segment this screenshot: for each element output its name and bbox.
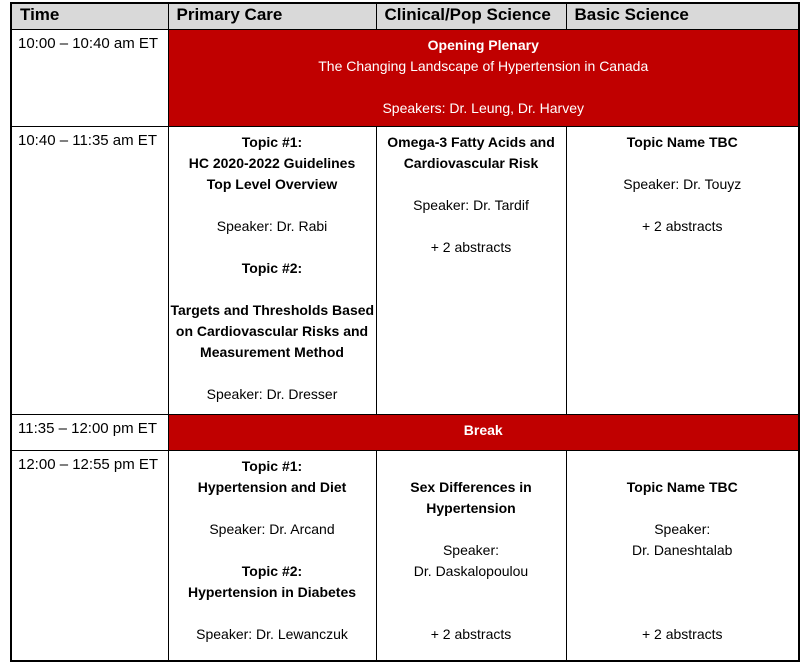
text-line: Dr. Daneshtalab	[632, 541, 733, 558]
text-line	[171, 195, 374, 216]
session-cell-clinical-pop-science	[376, 450, 566, 661]
text-line: Speaker:	[654, 520, 711, 537]
text-line: Sex Differences in	[410, 478, 532, 495]
text-line	[379, 174, 564, 195]
text-line	[569, 498, 797, 519]
text-line	[569, 561, 797, 582]
text-line: Speaker: Dr. Lewanczuk	[196, 625, 348, 642]
text-line: + 2 abstracts	[430, 238, 512, 255]
column-header-basic-science: Basic Science	[566, 3, 799, 29]
text-line	[171, 279, 374, 300]
text-line: Topic Name TBC	[626, 133, 738, 150]
session-cell-basic-science	[566, 450, 799, 661]
text-line: Opening Plenary	[427, 36, 539, 53]
column-header-time: Time	[11, 3, 168, 29]
text-line: Speaker:	[442, 541, 500, 558]
text-line: + 2 abstracts	[430, 625, 512, 642]
text-line: + 2 abstracts	[641, 625, 723, 642]
text-line	[569, 582, 797, 603]
time-cell: 11:35 – 12:00 pm ET	[11, 414, 168, 450]
text-line: Topic #2:	[241, 259, 303, 276]
text-line	[569, 195, 797, 216]
text-line: Topic Name TBC	[626, 478, 738, 495]
text-line: Speaker: Dr. Dresser	[206, 385, 338, 402]
text-line	[171, 603, 374, 624]
text-line: Targets and Thresholds Based	[170, 301, 375, 318]
text-line: Topic #1:	[241, 457, 303, 474]
session-cell-basic-science	[566, 126, 799, 414]
text-line	[379, 582, 564, 603]
session-cell-primary-care	[168, 450, 376, 661]
text-line	[171, 540, 374, 561]
text-line: The Changing Landscape of Hypertension in Canada	[318, 57, 649, 74]
table-row-session-1	[11, 126, 799, 414]
text-line: Break	[463, 421, 503, 438]
column-header-clinical-pop-science: Clinical/Pop Science	[376, 3, 566, 29]
session-cell-primary-care	[168, 126, 376, 414]
text-line: Top Level Overview	[206, 175, 338, 192]
break-cell	[168, 414, 799, 450]
table-row-opening-plenary	[11, 29, 799, 126]
text-line: Hypertension in Diabetes	[187, 583, 357, 600]
text-line: Speaker: Dr. Arcand	[209, 520, 335, 537]
header-row	[11, 3, 799, 29]
text-line: Hypertension	[426, 499, 516, 516]
text-line: Measurement Method	[200, 343, 344, 360]
text-line: Dr. Daskalopoulou	[413, 562, 529, 579]
text-line	[171, 498, 374, 519]
text-line	[569, 153, 797, 174]
text-line: Cardiovascular Risk	[403, 154, 539, 171]
conference-schedule-table	[10, 2, 800, 662]
text-line	[171, 77, 797, 98]
text-line: Topic #2:	[241, 562, 303, 579]
text-line	[379, 216, 564, 237]
time-cell: 12:00 – 12:55 pm ET	[11, 450, 168, 661]
text-line	[379, 519, 564, 540]
text-line: Topic #1:	[241, 133, 303, 150]
time-cell: 10:00 – 10:40 am ET	[11, 29, 168, 126]
text-line	[379, 456, 564, 477]
text-line: Speaker: Dr. Rabi	[216, 217, 328, 234]
text-line	[569, 603, 797, 624]
text-line: Speaker: Dr. Touyz	[623, 175, 742, 192]
text-line	[379, 603, 564, 624]
text-line: + 2 abstracts	[641, 217, 723, 234]
session-cell-clinical-pop-science	[376, 126, 566, 414]
opening-plenary-cell	[168, 29, 799, 126]
table-row-break	[11, 414, 799, 450]
text-line: Speaker: Dr. Tardif	[413, 196, 529, 213]
column-header-primary-care: Primary Care	[168, 3, 376, 29]
text-line: Hypertension and Diet	[197, 478, 347, 495]
text-line: Speakers: Dr. Leung, Dr. Harvey	[382, 99, 585, 116]
text-line: on Cardiovascular Risks and	[175, 322, 369, 339]
text-line	[171, 237, 374, 258]
time-cell: 10:40 – 11:35 am ET	[11, 126, 168, 414]
text-line	[569, 456, 797, 477]
text-line: HC 2020-2022 Guidelines	[188, 154, 356, 171]
table-row-session-2	[11, 450, 799, 661]
text-line	[171, 363, 374, 384]
text-line: Omega-3 Fatty Acids and	[387, 133, 555, 150]
